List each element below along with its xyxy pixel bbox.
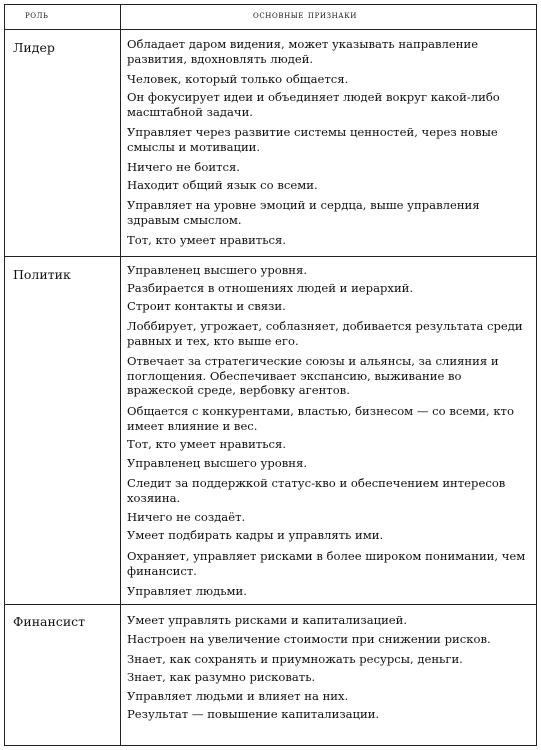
header-role: роль xyxy=(25,9,49,21)
feature-item: Обладает даром видения, может указывать направление развития, вдохновлять людей. xyxy=(127,37,479,66)
feature-item: Умеет управлять рисками и капитализацией. xyxy=(127,613,408,627)
feature-item: Управляет людьми. xyxy=(127,584,247,598)
feature-item: Строит контакты и связи. xyxy=(127,299,286,313)
feature-item: Тот, кто умеет нравиться. xyxy=(127,233,287,247)
feature-item: Общается с конкурентами, властью, бизнесом — со всеми, кто имеет влияние и вес. xyxy=(127,404,514,433)
feature-item: Он фокусирует идеи и объединяет людей вокруг какой-либо масштабной задачи. xyxy=(127,90,500,119)
feature-item: Человек, который только общается. xyxy=(127,72,349,86)
feature-item: Управляет на уровне эмоций и сердца, выше управления здравым смыслом. xyxy=(127,198,480,227)
feature-item: Разбирается в отношениях людей и иерархий. xyxy=(127,281,414,295)
feature-item: Отвечает за стратегические союзы и альянсы, за слияния и поглощения. Обеспечивает экспансию, выживание во вражеской среде, вербовку агентов. xyxy=(127,354,499,397)
role-name: Политик xyxy=(13,267,71,282)
feature-item: Знает, как сохранять и приумножать ресурсы, деньги. xyxy=(127,652,463,666)
feature-item: Результат — повышение капитализации. xyxy=(127,707,380,721)
feature-item: Следит за поддержкой статус-кво и обеспечением интересов хозяина. xyxy=(127,476,506,505)
feature-item: Охраняет, управляет рисками в более широком понимании, чем финансист. xyxy=(127,549,526,578)
feature-item: Управленец высшего уровня. xyxy=(127,456,308,470)
roles-table xyxy=(4,4,537,746)
feature-item: Ничего не боится. xyxy=(127,160,240,174)
header-divider xyxy=(5,29,536,30)
feature-item: Тот, кто умеет нравиться. xyxy=(127,437,287,451)
feature-item: Управляет через развитие системы ценностей, через новые смыслы и мотивации. xyxy=(127,125,498,154)
row-divider-2 xyxy=(5,604,536,605)
role-name: Лидер xyxy=(13,40,55,55)
row-divider-1 xyxy=(5,256,536,257)
feature-item: Знает, как разумно рисковать. xyxy=(127,670,316,684)
feature-item: Управляет людьми и влияет на них. xyxy=(127,689,349,703)
feature-item: Управленец высшего уровня. xyxy=(127,263,308,277)
column-divider xyxy=(120,5,121,745)
feature-item: Ничего не создаёт. xyxy=(127,510,246,524)
header-features: основные признаки xyxy=(253,9,357,21)
feature-item: Настроен на увеличение стоимости при снижении рисков. xyxy=(127,632,491,646)
feature-item: Находит общий язык со всеми. xyxy=(127,178,318,192)
role-name: Финансист xyxy=(13,614,86,629)
feature-item: Лоббирует, угрожает, соблазняет, добивается результата среди равных и тех, кто выше его. xyxy=(127,319,523,348)
feature-item: Умеет подбирать кадры и управлять ими. xyxy=(127,528,384,542)
